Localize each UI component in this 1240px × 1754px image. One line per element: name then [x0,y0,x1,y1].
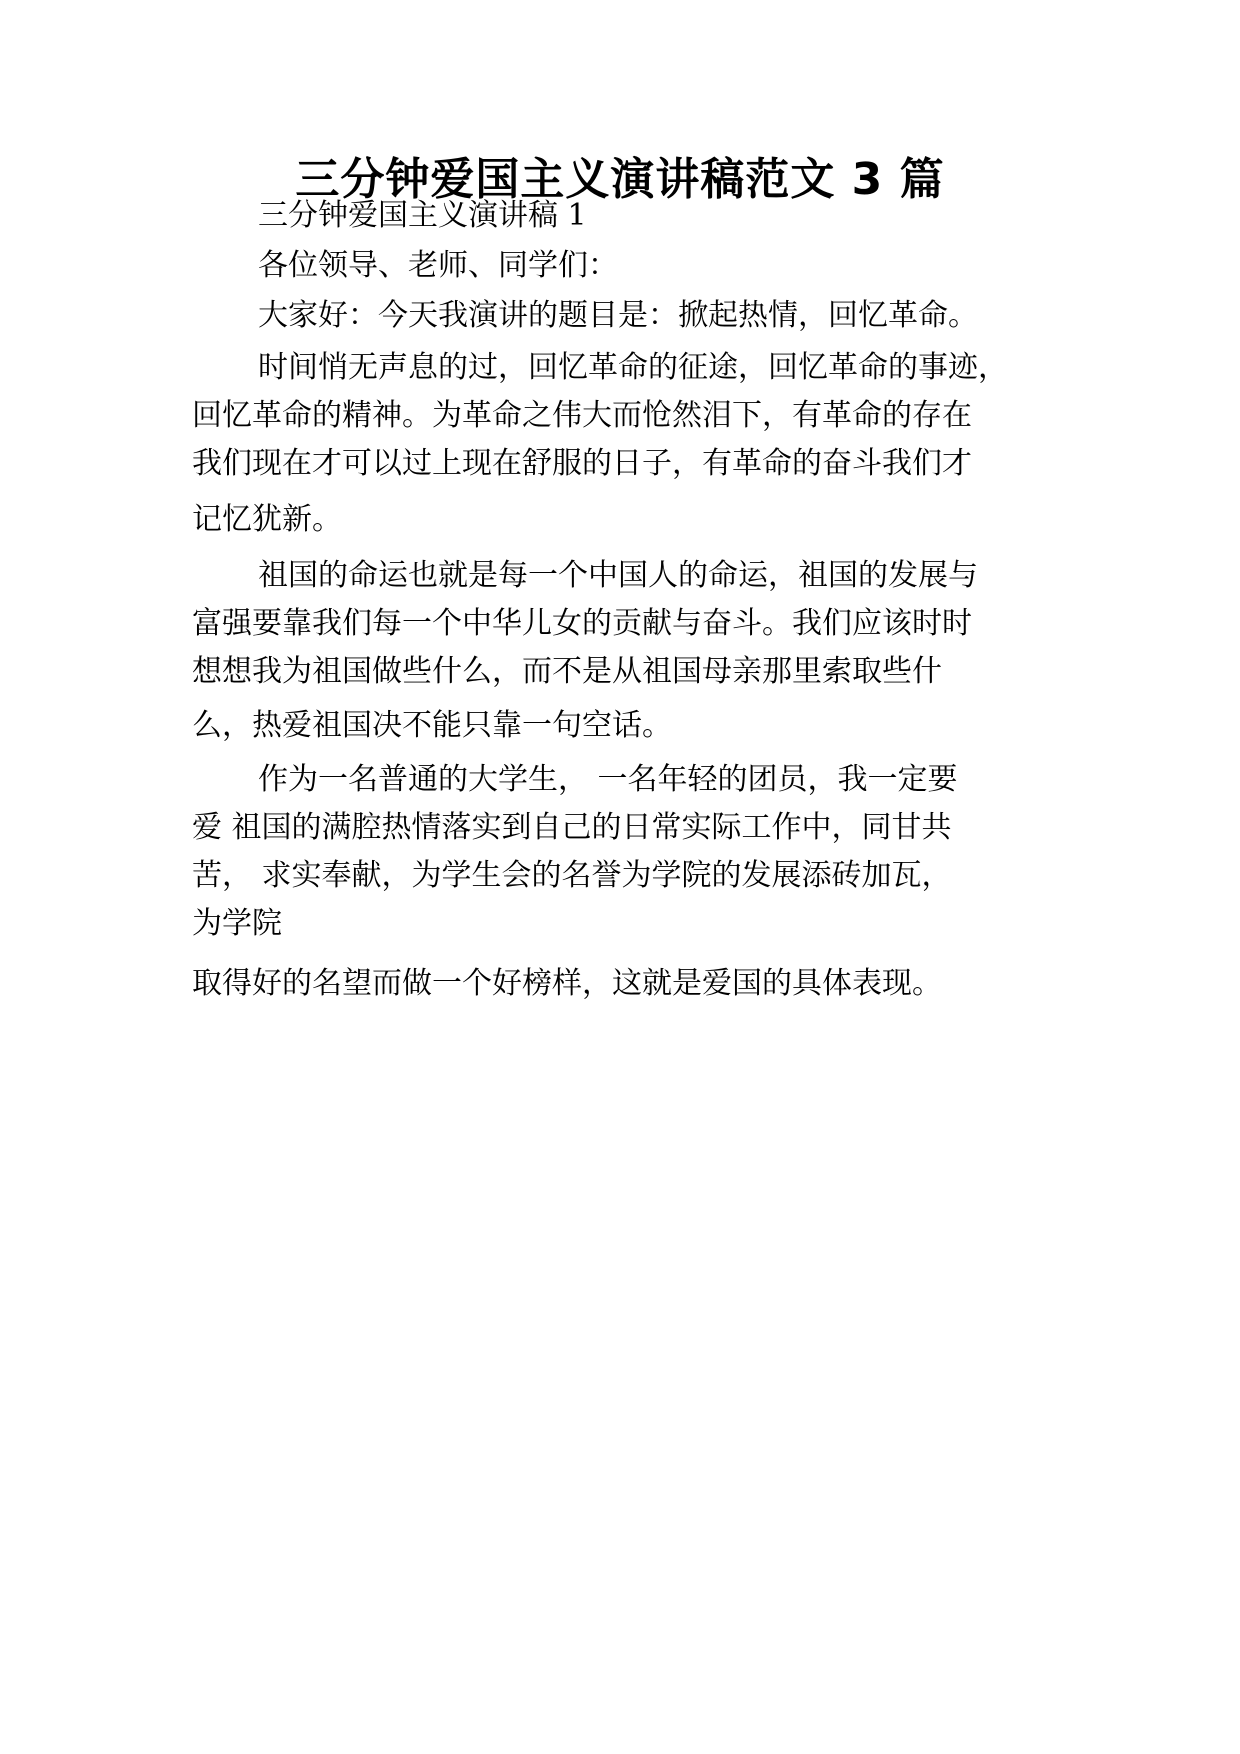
paragraph-line: 想想我为祖国做些什么，而不是从祖国母亲那里索取些什 [192,654,942,689]
paragraph-line: 回忆革命的精神。为革命之伟大而怆然泪下，有革命的存在 [192,398,972,433]
paragraph-line: 么，热爱祖国决不能只靠一句空话。 [192,708,672,743]
paragraph-line: 爱 祖国的满腔热情落实到自己的日常实际工作中，同甘共 [192,810,952,845]
paragraph-line: 记忆犹新。 [192,502,342,537]
paragraph-line: 各位领导、老师、同学们： [258,248,618,283]
paragraph-line: 我们现在才可以过上现在舒服的日子，有革命的奋斗我们才 [192,446,972,481]
paragraph-line: 为学院 [192,906,282,941]
paragraph-line: 三分钟爱国主义演讲稿 1 [258,198,587,233]
paragraph-line: 取得好的名望而做一个好榜样，这就是爱国的具体表现。 [192,966,942,1001]
paragraph-line: 祖国的命运也就是每一个中国人的命运，祖国的发展与 [258,558,978,593]
paragraph-line: 大家好：今天我演讲的题目是：掀起热情，回忆革命。 [258,298,978,333]
paragraph-line: 时间悄无声息的过，回忆革命的征途，回忆革命的事迹， [258,350,1008,385]
paragraph-line: 作为一名普通的大学生， 一名年轻的团员，我一定要 [258,762,958,797]
paragraph-line: 苦， 求实奉献，为学生会的名誉为学院的发展添砖加瓦， [192,858,952,893]
document-title: 三分钟爱国主义演讲稿范文 3 篇 [295,154,945,205]
paragraph-line: 富强要靠我们每一个中华儿女的贡献与奋斗。我们应该时时 [192,606,972,641]
